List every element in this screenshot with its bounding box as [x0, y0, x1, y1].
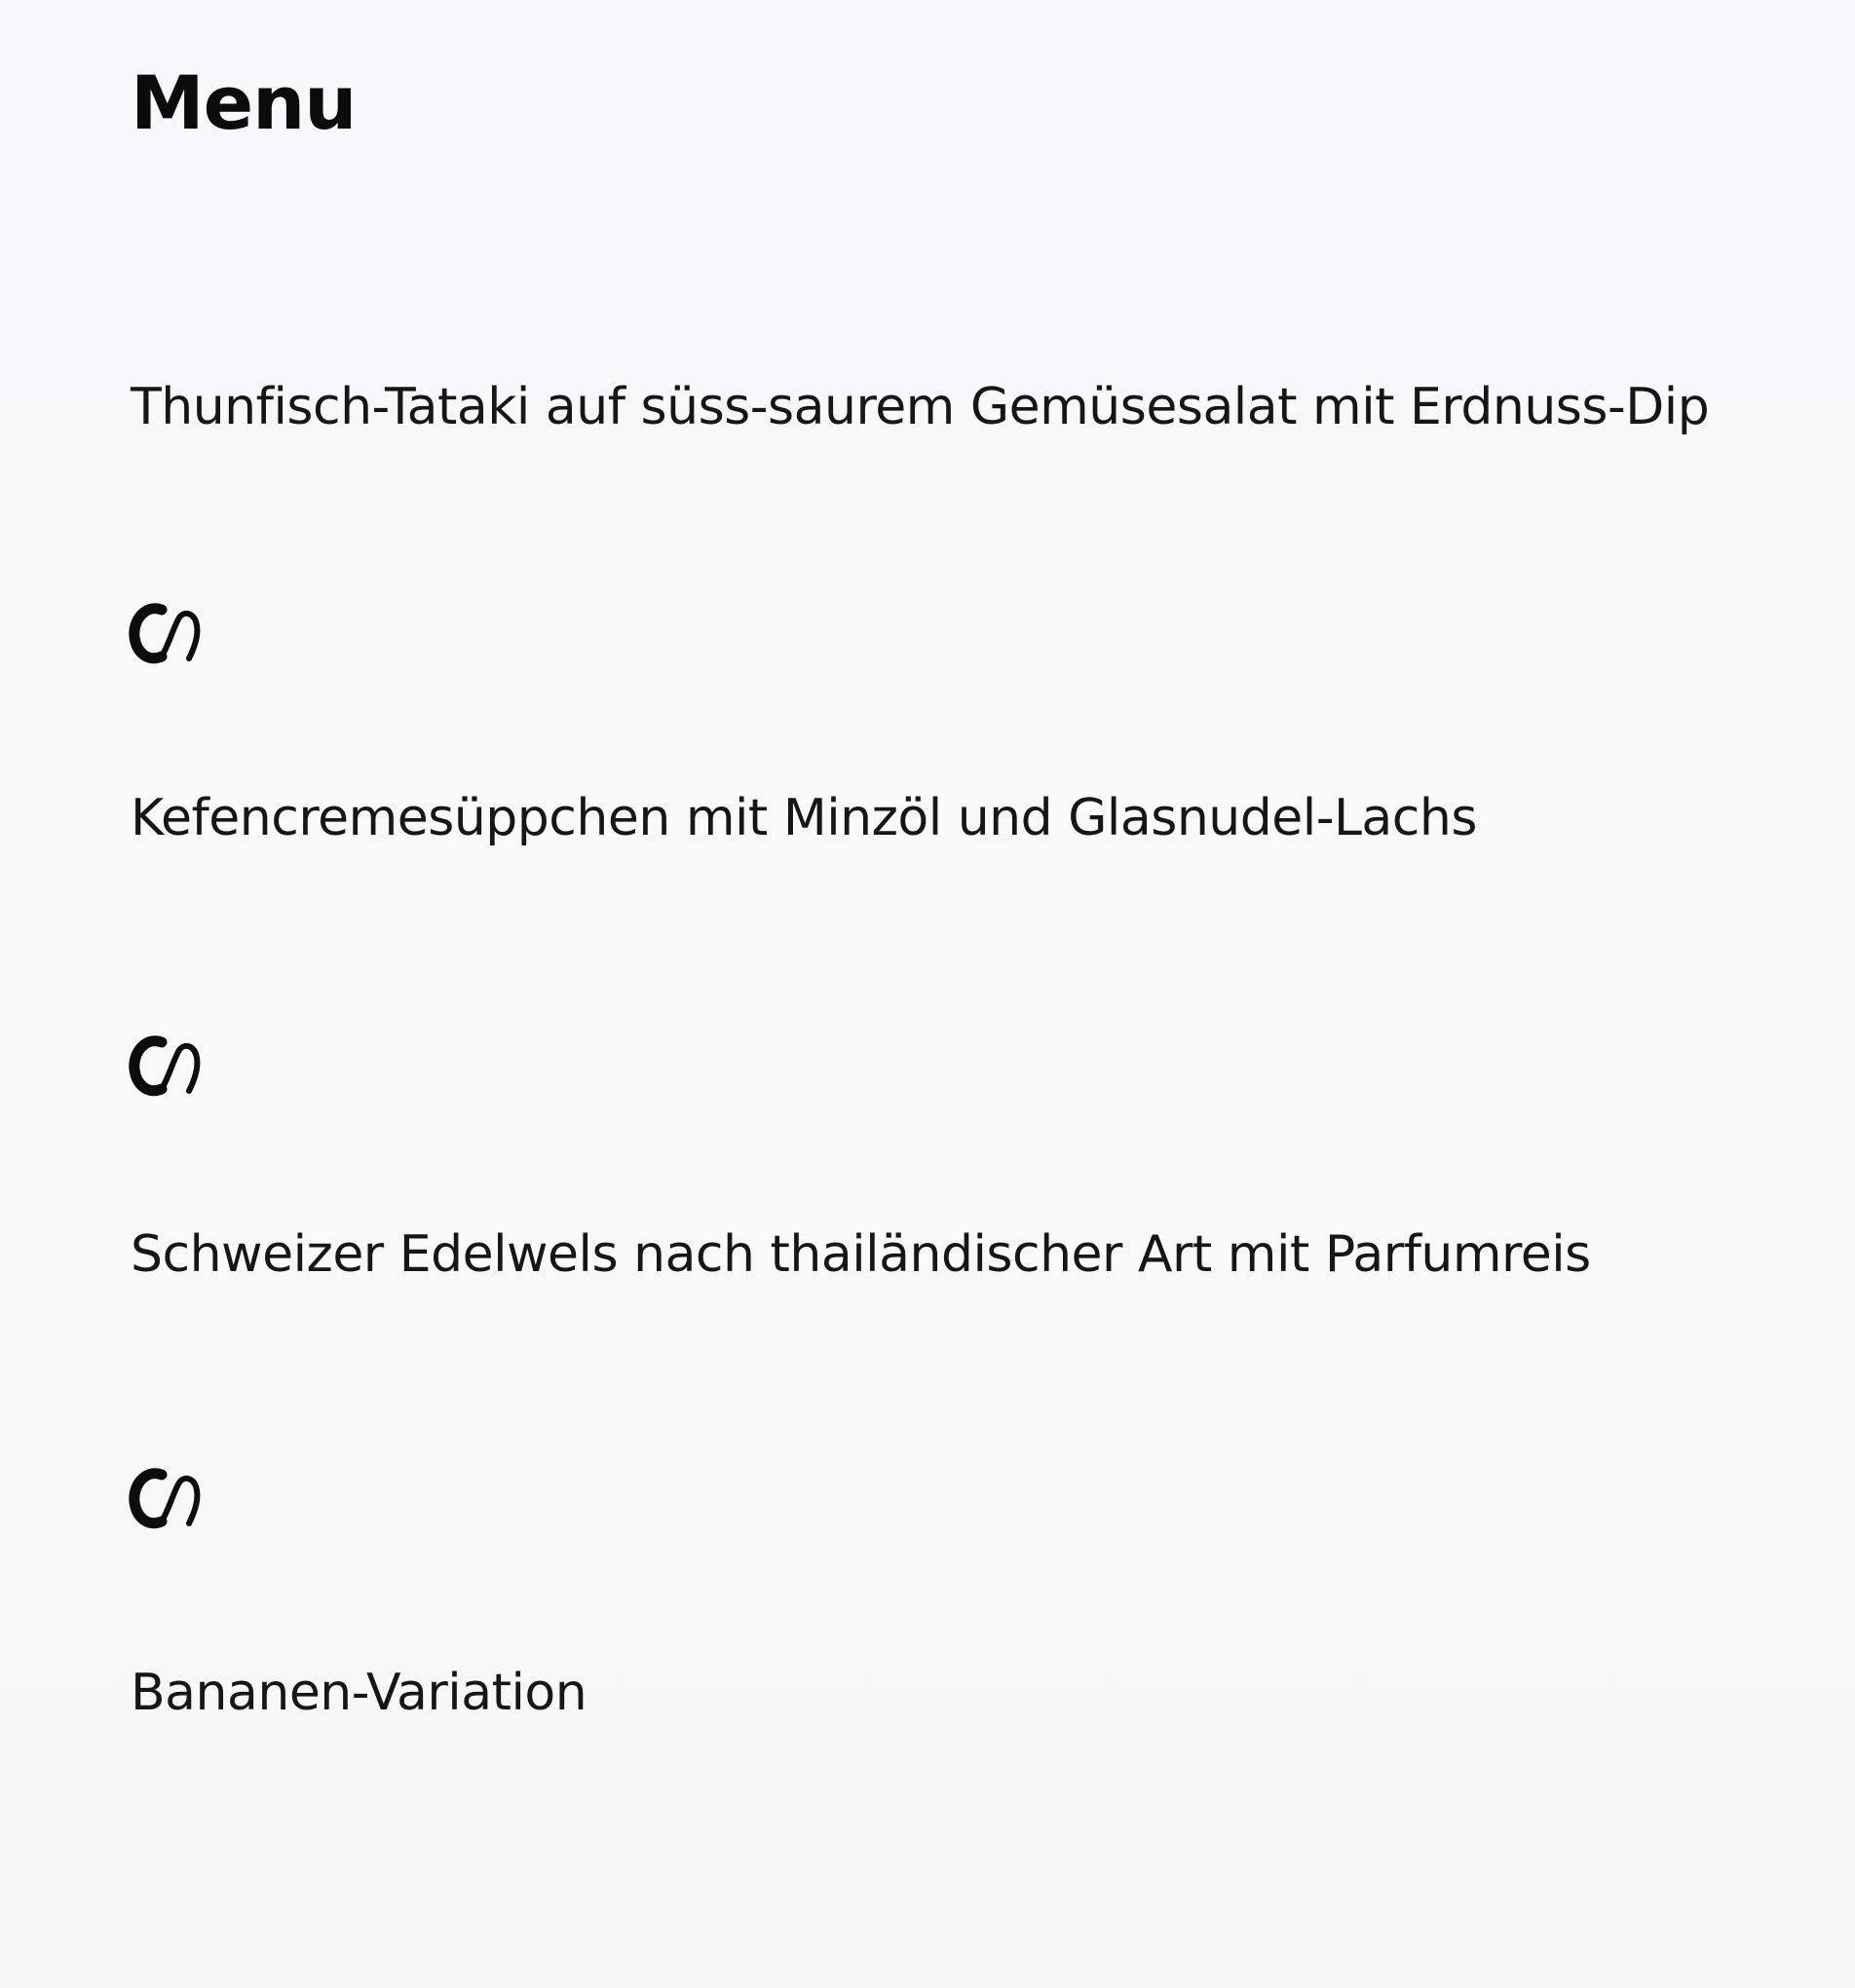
- page-title: Menu: [131, 59, 357, 146]
- ornament-icon: [129, 592, 207, 670]
- course-2: Kefencremesüppchen mit Minzöl und Glasnudel-Lachs: [131, 789, 1477, 847]
- course-4: Bananen-Variation: [131, 1664, 587, 1722]
- course-3: Schweizer Edelwels nach thailändischer Art mit Parfumreis: [131, 1225, 1591, 1284]
- ornament-icon: [129, 1457, 207, 1535]
- course-1: Thunfisch-Tataki auf süss-saurem Gemüsesalat mit Erdnuss-Dip: [131, 378, 1710, 436]
- ornament-icon: [129, 1025, 207, 1103]
